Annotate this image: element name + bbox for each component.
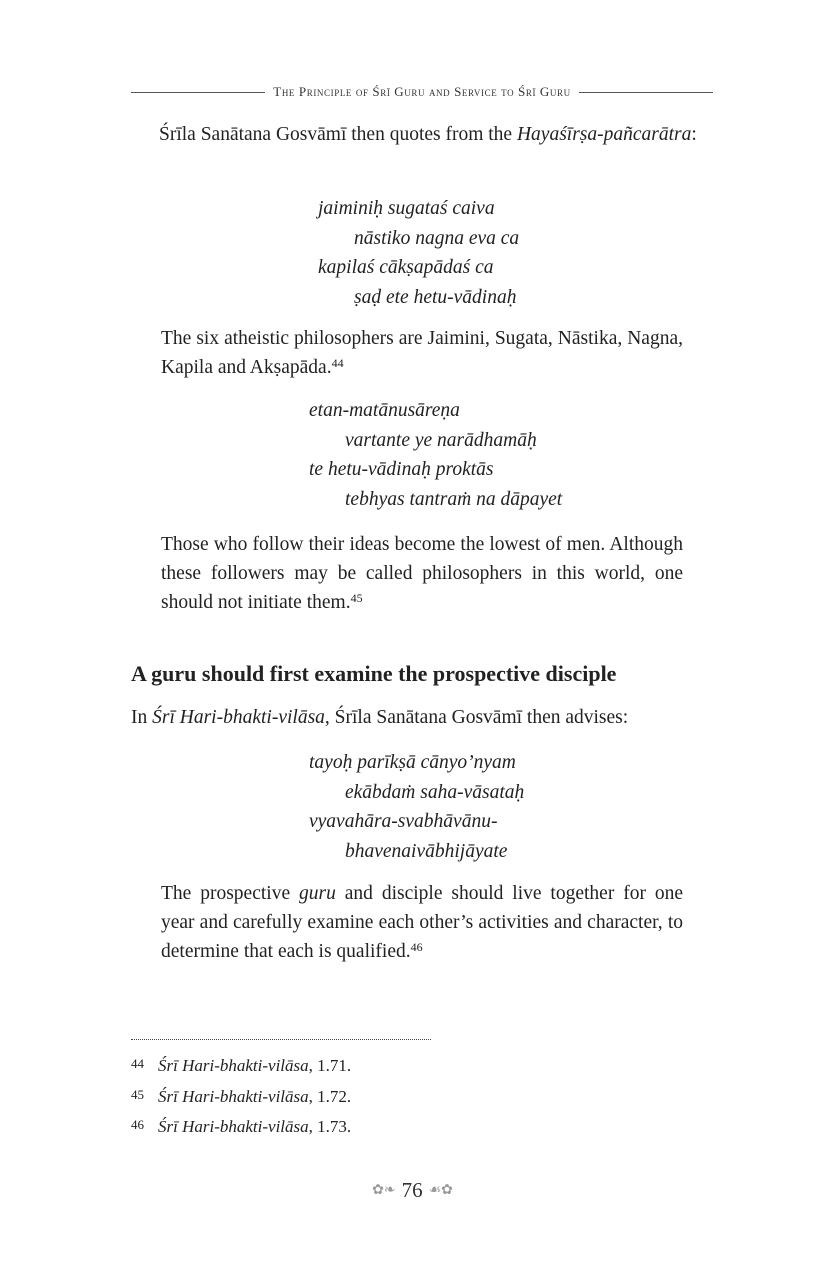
footnote-ref[interactable]: 44 (331, 356, 344, 370)
verse-1 (318, 194, 519, 312)
section-intro-pre: In (131, 707, 153, 728)
verse-line: bhavenaivābhijāyate (345, 840, 508, 862)
footnote-source-title: Śrī Hari-bhakti-vilāsa (158, 1117, 309, 1136)
running-header (131, 84, 713, 100)
translation-1 (161, 324, 683, 382)
translation-text-pre: The prospective (161, 883, 300, 904)
footnote-item (131, 1111, 351, 1142)
ornament-left-icon: ✿❧ (372, 1183, 396, 1198)
footnotes (131, 1050, 351, 1142)
verse-line: nāstiko nagna eva ca (354, 227, 520, 249)
verse-3 (309, 748, 524, 866)
verse-line: ekābdaṁ saha-vāsataḥ (345, 781, 525, 803)
footnote-number: 46 (131, 1117, 144, 1132)
verse-line: vartante ye narādhamāḥ (345, 429, 537, 451)
section-intro-book-title: Śrī Hari-bhakti-vilāsa (152, 707, 325, 728)
verse-line: tayoḥ parīkṣā cānyo’nyam (309, 752, 516, 773)
page-footer (0, 1178, 825, 1203)
section-heading: A guru should first examine the prospective disciple (131, 661, 617, 686)
verse-line: kapilaś cākṣapādaś ca (318, 257, 494, 278)
verse-2 (309, 396, 562, 514)
header-rule-left (131, 92, 265, 93)
footnote-location: , 1.71. (308, 1056, 352, 1075)
footnote-item (131, 1050, 351, 1081)
footnote-location: , 1.73. (308, 1117, 352, 1136)
verse-line: etan-matānusāreṇa (309, 400, 460, 421)
footnote-source-title: Śrī Hari-bhakti-vilāsa (158, 1086, 309, 1106)
footnote-source-title: Śrī Hari-bhakti-vilāsa (158, 1056, 309, 1075)
page-number: 76 (401, 1178, 423, 1202)
running-title: The Principle of Śrī Guru and Service to Śrī Guru (273, 84, 571, 99)
intro-text: Śrīla Sanātana Gosvāmī then quotes from the (159, 124, 517, 145)
footnote-item (131, 1081, 351, 1112)
translation-text-post: and disciple should live together for one year and carefully examine each other’s activities and character, to determine that each is qualified. (161, 883, 684, 962)
intro-book-title: Hayaśīrṣa-pañcarātra (516, 124, 692, 145)
intro-end: : (691, 124, 697, 145)
translation-text: The six atheistic philosophers are Jaimini, Sugata, Nāstika, Nagna, Kapila and Akṣapāda. (161, 328, 683, 378)
footnote-number: 44 (131, 1056, 144, 1071)
footnote-separator (131, 1039, 431, 1040)
verse-line: tebhyas tantraṁ na dāpayet (345, 488, 563, 510)
verse-line: te hetu-vādinaḥ proktās (309, 459, 494, 480)
ornament-right-icon: ☙✿ (428, 1183, 453, 1198)
translation-3 (161, 879, 683, 966)
intro-paragraph (131, 120, 713, 149)
verse-line: ṣaḍ ete hetu-vādinaḥ (354, 286, 517, 308)
translation-text: Those who follow their ideas become the lowest of men. Although these followers may be called philosophers in this world, one should not initiate them. (161, 534, 683, 613)
section-intro (131, 703, 731, 732)
verse-line: vyavahāra-svabhāvānu- (309, 811, 498, 832)
translation-emphasis: guru (299, 883, 336, 904)
header-rule-right (579, 92, 713, 93)
footnote-ref[interactable]: 46 (410, 940, 423, 954)
footnote-ref[interactable]: 45 (350, 591, 363, 605)
verse-line: jaiminiḥ sugataś caiva (318, 198, 495, 219)
translation-2 (161, 530, 683, 617)
footnote-number: 45 (131, 1086, 144, 1102)
footnote-location: , 1.72. (308, 1086, 352, 1106)
section-intro-post: , Śrīla Sanātana Gosvāmī then advises: (324, 707, 629, 728)
